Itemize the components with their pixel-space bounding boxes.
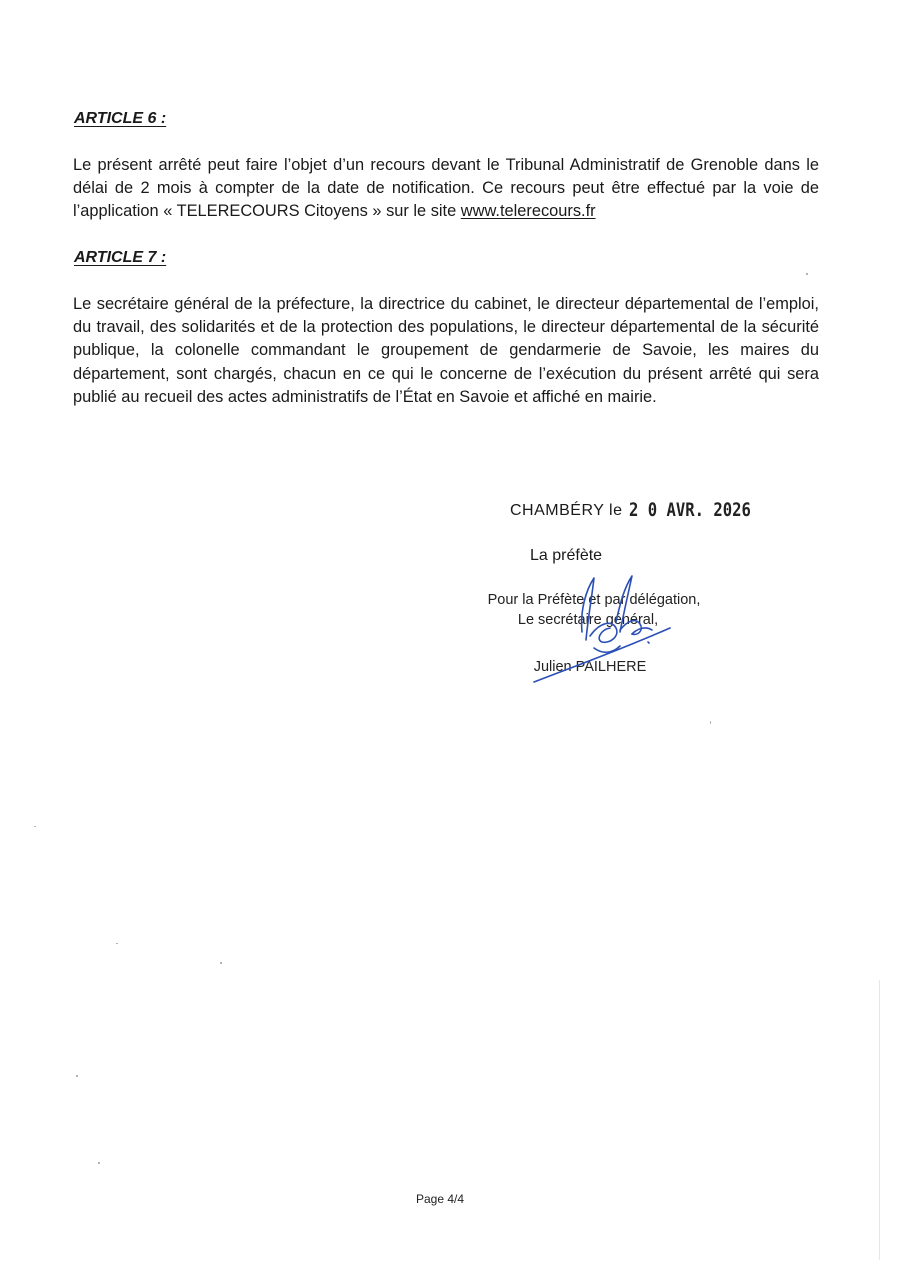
delegation-line-2: Le secrétaire général, [517,612,659,628]
place-date [510,498,777,520]
page-number: Page 4/4 [415,1192,465,1206]
scan-edge [879,980,880,1260]
article-6-body: Le présent arrêté peut faire l’objet d’un recours devant le Tribunal Administratif de Grenoble dans le délai de 2 mois à compter de la date de notification. Ce recours peut être effectué par la voie de l’application « TELERECOURS Citoyens » sur le site [73,156,819,221]
signatory-name: Julien PAILHERE [533,659,647,675]
telerecours-link[interactable]: www.telerecours.fr [460,202,596,221]
article-6-text [73,154,819,224]
scan-speck [710,721,711,724]
place-label: CHAMBÉRY le [510,502,623,519]
handwritten-signature [520,570,690,690]
date-stamp: 2 0 AVR. 2026 [628,499,751,521]
delegation-line-1: Pour la Préfète et par délégation, [487,592,701,608]
article-7-heading: ARTICLE 7 : [74,249,167,266]
scan-speck [116,943,118,944]
scan-speck [34,826,36,827]
signatory-role: La préfète [530,547,603,564]
scan-speck [806,273,808,275]
scan-speck [98,1162,100,1164]
article-6-heading: ARTICLE 6 : [74,110,167,127]
scan-speck [76,1075,78,1077]
article-7-text: Le secrétaire général de la préfecture, la directrice du cabinet, le directeur départemental de l’emploi, du travail, des solidarités et de la protection des populations, le directeur départemental de la sécurité publique, la colonelle commandant le groupement de gendarmerie de Savoie, les maires du département, sont chargés, chacun en ce qui le concerne de l’exécution du présent arrêté qui sera publié au recueil des actes administratifs de l’État en Savoie et affiché en mairie. [73,295,819,406]
scan-speck [220,962,222,964]
